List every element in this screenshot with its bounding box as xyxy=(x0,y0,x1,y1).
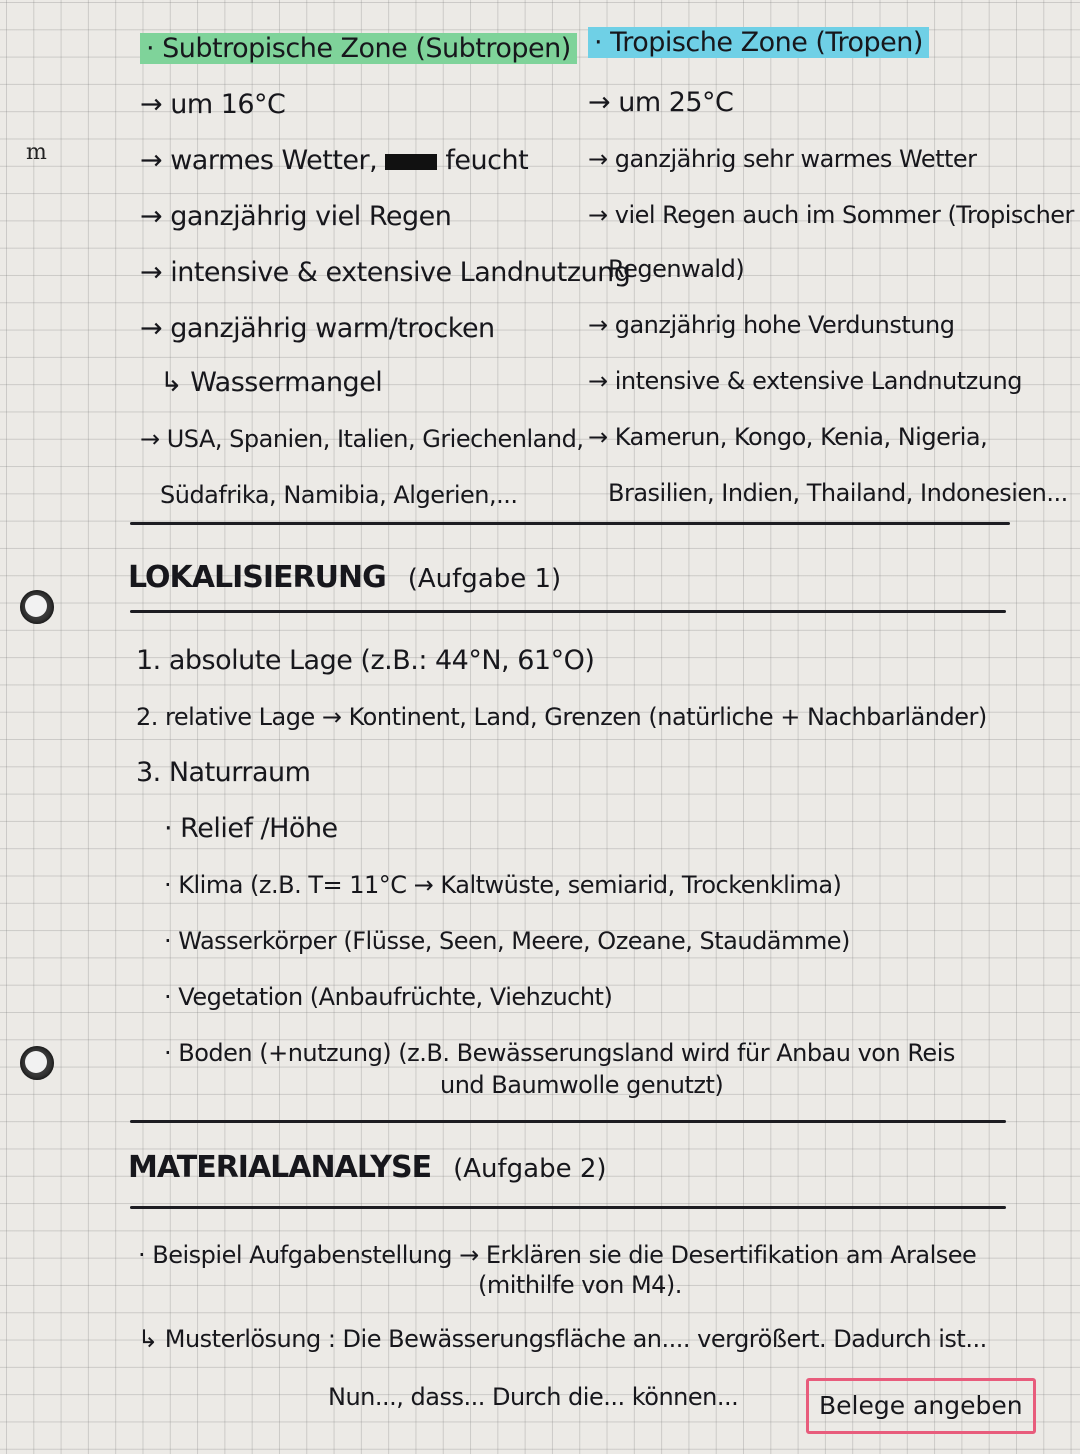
lokalisierung-item: 2. relative Lage → Kontinent, Land, Grenzen (natürliche + Nachbarländer) xyxy=(136,703,987,731)
subtropics-line: → intensive & extensive Landnutzung xyxy=(140,257,631,288)
example-task-continued: (mithilfe von M4). xyxy=(478,1271,682,1299)
model-solution-continued: Nun..., dass... Durch die... können... xyxy=(328,1383,739,1411)
divider xyxy=(130,1206,1006,1209)
naturraum-subitem: · Vegetation (Anbaufrüchte, Viehzucht) xyxy=(164,983,613,1011)
divider xyxy=(130,522,1010,525)
subtropics-line: Südafrika, Namibia, Algerien,... xyxy=(160,481,518,509)
subtropics-line: → warmes Wetter, feucht xyxy=(140,145,529,176)
example-task: · Beispiel Aufgabenstellung → Erklären sie die Desertifikation am Aralsee xyxy=(138,1241,977,1269)
tropics-line: → ganzjährig sehr warmes Wetter xyxy=(588,145,977,173)
punch-hole-bottom xyxy=(20,1046,54,1080)
section-heading-lokalisierung: LOKALISIERUNG (Aufgabe 1) xyxy=(128,560,562,595)
evidence-box: Belege angeben xyxy=(806,1378,1036,1434)
tropics-line: → intensive & extensive Landnutzung xyxy=(588,367,1022,395)
subtropics-line: → um 16°C xyxy=(140,89,286,120)
subtropics-line: → ganzjährig viel Regen xyxy=(140,201,452,232)
section-heading-materialanalyse: MATERIALANALYSE (Aufgabe 2) xyxy=(128,1150,607,1185)
subtropics-line: ↳ Wassermangel xyxy=(160,367,383,398)
tropics-line: → viel Regen auch im Sommer (Tropischer xyxy=(588,201,1074,229)
punch-hole-top xyxy=(20,590,54,624)
divider xyxy=(130,1120,1006,1123)
model-solution: ↳ Musterlösung : Die Bewässerungsfläche an.... vergrößert. Dadurch ist... xyxy=(138,1325,987,1353)
tropics-line: Regenwald) xyxy=(608,255,745,283)
lokalisierung-item: 3. Naturraum xyxy=(136,757,311,788)
margin-mark: m xyxy=(26,140,47,165)
naturraum-subitem: · Relief /Höhe xyxy=(164,813,338,844)
naturraum-subitem: · Klima (z.B. T= 11°C → Kaltwüste, semiarid, Trockenklima) xyxy=(164,871,842,899)
subtropics-line: → ganzjährig warm/trocken xyxy=(140,313,495,344)
tropics-line: → ganzjährig hohe Verdunstung xyxy=(588,311,955,339)
tropics-line: Brasilien, Indien, Thailand, Indonesien... xyxy=(608,479,1068,507)
redacted-word xyxy=(385,154,437,170)
tropics-line: → Kamerun, Kongo, Kenia, Nigeria, xyxy=(588,423,988,451)
lokalisierung-item: 1. absolute Lage (z.B.: 44°N, 61°O) xyxy=(136,645,595,676)
divider xyxy=(130,610,1006,613)
tropics-line: → um 25°C xyxy=(588,87,734,118)
naturraum-subitem: · Boden (+nutzung) (z.B. Bewässerungsland wird für Anbau von Reis xyxy=(164,1039,955,1067)
naturraum-subitem: und Baumwolle genutzt) xyxy=(440,1071,724,1099)
naturraum-subitem: · Wasserkörper (Flüsse, Seen, Meere, Ozeane, Staudämme) xyxy=(164,927,850,955)
subtropics-title: · Subtropische Zone (Subtropen) xyxy=(140,34,577,64)
tropics-title: · Tropische Zone (Tropen) xyxy=(588,28,929,58)
subtropics-line: → USA, Spanien, Italien, Griechenland, xyxy=(140,425,584,453)
